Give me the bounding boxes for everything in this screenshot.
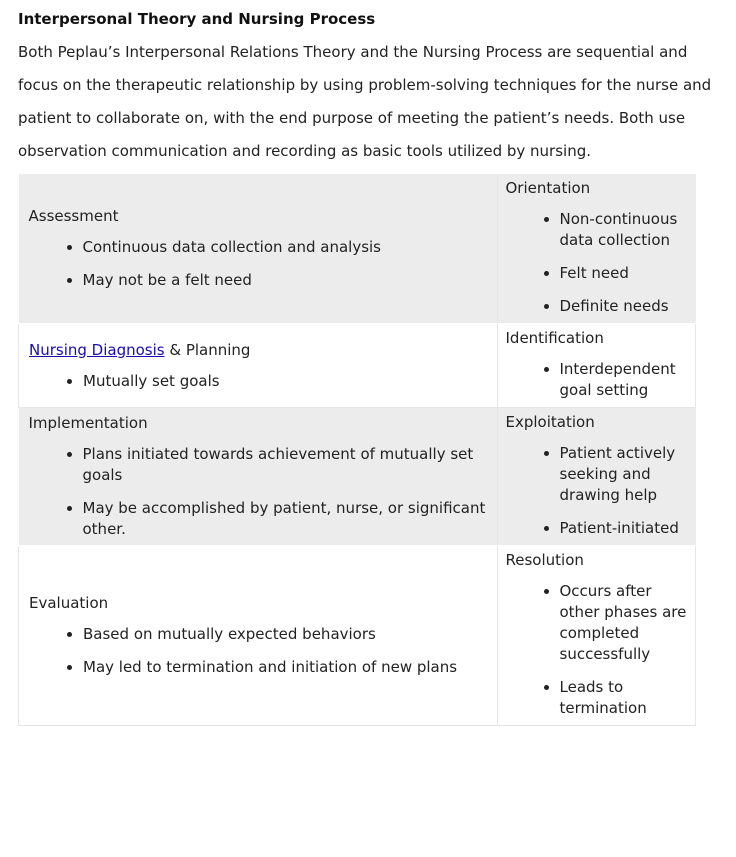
peplau-phase-title: Resolution — [505, 551, 584, 569]
list-item: • Patient-initiated — [560, 518, 688, 539]
list-item: • Felt need — [560, 263, 688, 284]
nursing-phase-list — [29, 371, 489, 392]
list-item: • Non-continuous data collection — [560, 209, 688, 251]
list-item: • May be accomplished by patient, nurse, or significant other. — [83, 498, 489, 540]
list-item: • Plans initiated towards achievement of mutually set goals — [83, 444, 489, 486]
nursing-phase-title: Assessment — [28, 207, 119, 225]
list-item: • Occurs after other phases are completed successfully — [560, 581, 688, 665]
list-item: • Continuous data collection and analysis — [83, 237, 489, 258]
peplau-phase-title: Identification — [505, 329, 604, 347]
peplau-phase-list — [506, 209, 688, 317]
intro-paragraph: Both Peplau’s Interpersonal Relations Theory and the Nursing Process are sequential and focus on the therapeutic relationship by using problem-solving techniques for the nurse and patient to collaborate on, with the end purpose of meeting the patient’s needs. Both use observation communication and recording as basic tools utilized by nursing. — [18, 43, 712, 160]
nursing-process-cell — [19, 408, 498, 546]
nursing-phase-title-suffix: & Planning — [164, 340, 251, 359]
list-item: • Leads to termination — [560, 677, 688, 719]
peplau-phase-list — [506, 581, 688, 719]
peplau-phase-title: Exploitation — [505, 413, 595, 431]
table-row-assessment — [19, 174, 696, 324]
nursing-process-cell — [19, 546, 498, 726]
nursing-phase-list — [29, 237, 489, 291]
table-row-diagnosis-planning — [19, 324, 696, 408]
peplau-phase-cell — [497, 174, 696, 324]
list-item: • Interdependent goal setting — [560, 359, 688, 401]
nursing-phase-list — [29, 624, 489, 678]
peplau-phase-list — [506, 359, 688, 401]
peplau-phase-cell — [497, 408, 696, 546]
peplau-phase-title: Orientation — [505, 179, 591, 197]
list-item: • Definite needs — [560, 296, 688, 317]
nursing-phase-title: Evaluation — [29, 594, 109, 612]
peplau-phase-cell — [497, 546, 696, 726]
nursing-phase-title: Implementation — [28, 414, 148, 432]
list-item: • May led to termination and initiation of new plans — [83, 657, 489, 678]
nursing-process-cell — [19, 324, 498, 408]
comparison-table — [18, 174, 696, 726]
peplau-phase-list — [506, 443, 688, 539]
nursing-process-cell — [19, 174, 498, 324]
list-item: • Mutually set goals — [83, 371, 489, 392]
table-row-implementation — [19, 408, 696, 546]
table-row-evaluation — [19, 546, 696, 726]
nursing-phase-list — [29, 444, 489, 540]
list-item: • Patient actively seeking and drawing help — [560, 443, 688, 506]
nursing-diagnosis-link[interactable]: Nursing Diagnosis — [29, 340, 165, 359]
nursing-phase-title — [29, 340, 489, 361]
peplau-phase-cell — [497, 324, 696, 408]
section-heading: Interpersonal Theory and Nursing Process — [18, 10, 376, 28]
list-item: • May not be a felt need — [83, 270, 489, 291]
list-item: • Based on mutually expected behaviors — [83, 624, 489, 645]
